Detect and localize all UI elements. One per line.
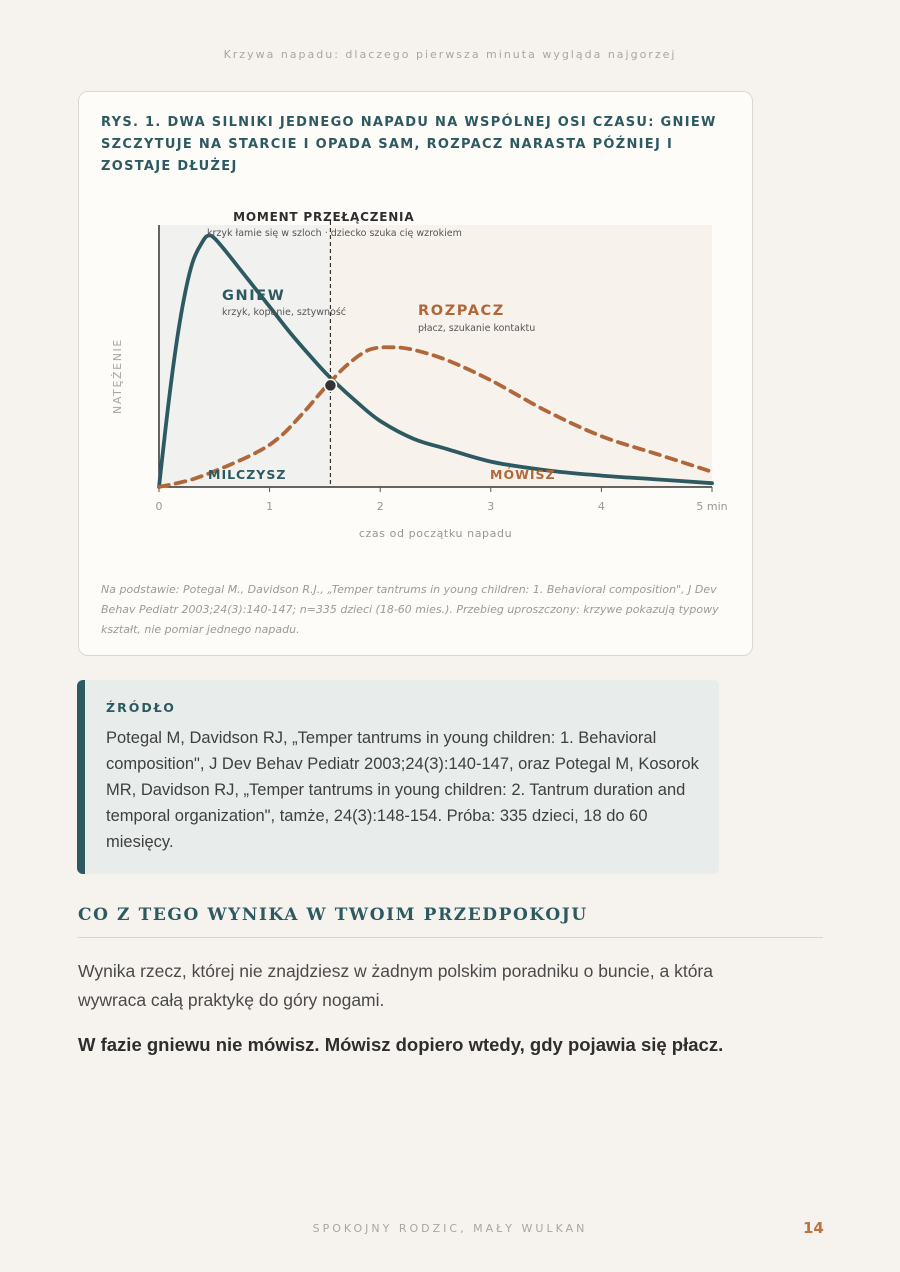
zone-label-speak: MÓWISZ [490,467,556,482]
figure-caption: Na podstawie: Potegal M., Davidson R.J., „Temper tantrums in young children: 1. Behavioral composition", J Dev Behav Pediatr 2003;24(3):140-147; n=335 dzieci (18-60 mies.). Przebieg uproszczony: krzywe pokazują typowy kształt, nie pomiar jednego napadu. [101,583,719,636]
body-paragraph: Wynika rzecz, której nie znajdziesz w żadnym polskim poradniku o buncie, a która wywraca całą praktykę do góry nogami. [78,961,713,1010]
switch-note: krzyk łamie się w szloch · dziecko szuka cię wzrokiem [207,228,462,239]
tantrum-curve-chart [79,92,754,572]
series-label-rozpacz: ROZPACZ [418,303,505,319]
source-label: ŹRÓDŁO [106,700,176,715]
x-tick-label: 3 [487,500,495,513]
source-text: Potegal M, Davidson RJ, „Temper tantrums in young children: 1. Behavioral composition", J Dev Behav Pediatr 2003;24(3):140-147, oraz Potegal M, Kosorok MR, Davidson RJ, „Temper tantrums in young children: 2. Tantrum duration and temporal organization", tamże, 24(3):148-154. Próba: 335 dzieci, 18 do 60 miesięcy. [106,729,699,851]
zone-speak [330,225,712,487]
x-tick-label: 4 [597,500,605,513]
switch-point-marker [324,379,336,391]
source-box [77,680,719,874]
x-axis-label: czas od początku napadu [358,527,513,540]
section-heading: CO Z TEGO WYNIKA W TWOIM PRZEDPOKOJU [78,905,823,938]
running-head: Krzywa napadu: dlaczego pierwsza minuta wygląda najgorzej [223,48,677,61]
series-note-rozpacz: płacz, szukanie kontaktu [418,323,536,334]
body-bold-statement: W fazie gniewu nie mówisz. Mówisz dopiero wtedy, gdy pojawia się płacz. [78,1034,724,1055]
figure-title: RYS. 1. DWA SILNIKI JEDNEGO NAPADU NA WSPÓLNEJ OSI CZASU: GNIEW SZCZYTUJE NA STARCIE I OPADA SAM, ROZPACZ NARASTA PÓŹNIEJ I ZOSTAJE DŁUŻEJ [101,115,717,174]
page-number: 14 [803,1219,824,1237]
figure-card [78,91,753,656]
x-tick-label: 1 [266,500,274,513]
x-tick-label: 2 [376,500,384,513]
zone-label-silence: MILCZYSZ [208,467,287,482]
footer-book-title: SPOKOJNY RODZIC, MAŁY WULKAN [312,1222,588,1235]
y-axis-label: NATĘŻENIE [111,338,124,414]
switch-label: MOMENT PRZEŁĄCZENIA [233,210,415,224]
x-tick-label: 0 [155,500,163,513]
x-tick-label: 5 min [696,500,728,513]
series-note-gniew: krzyk, kopanie, sztywność [222,307,346,318]
series-label-gniew: GNIEW [222,288,286,304]
zone-silence [159,225,330,487]
